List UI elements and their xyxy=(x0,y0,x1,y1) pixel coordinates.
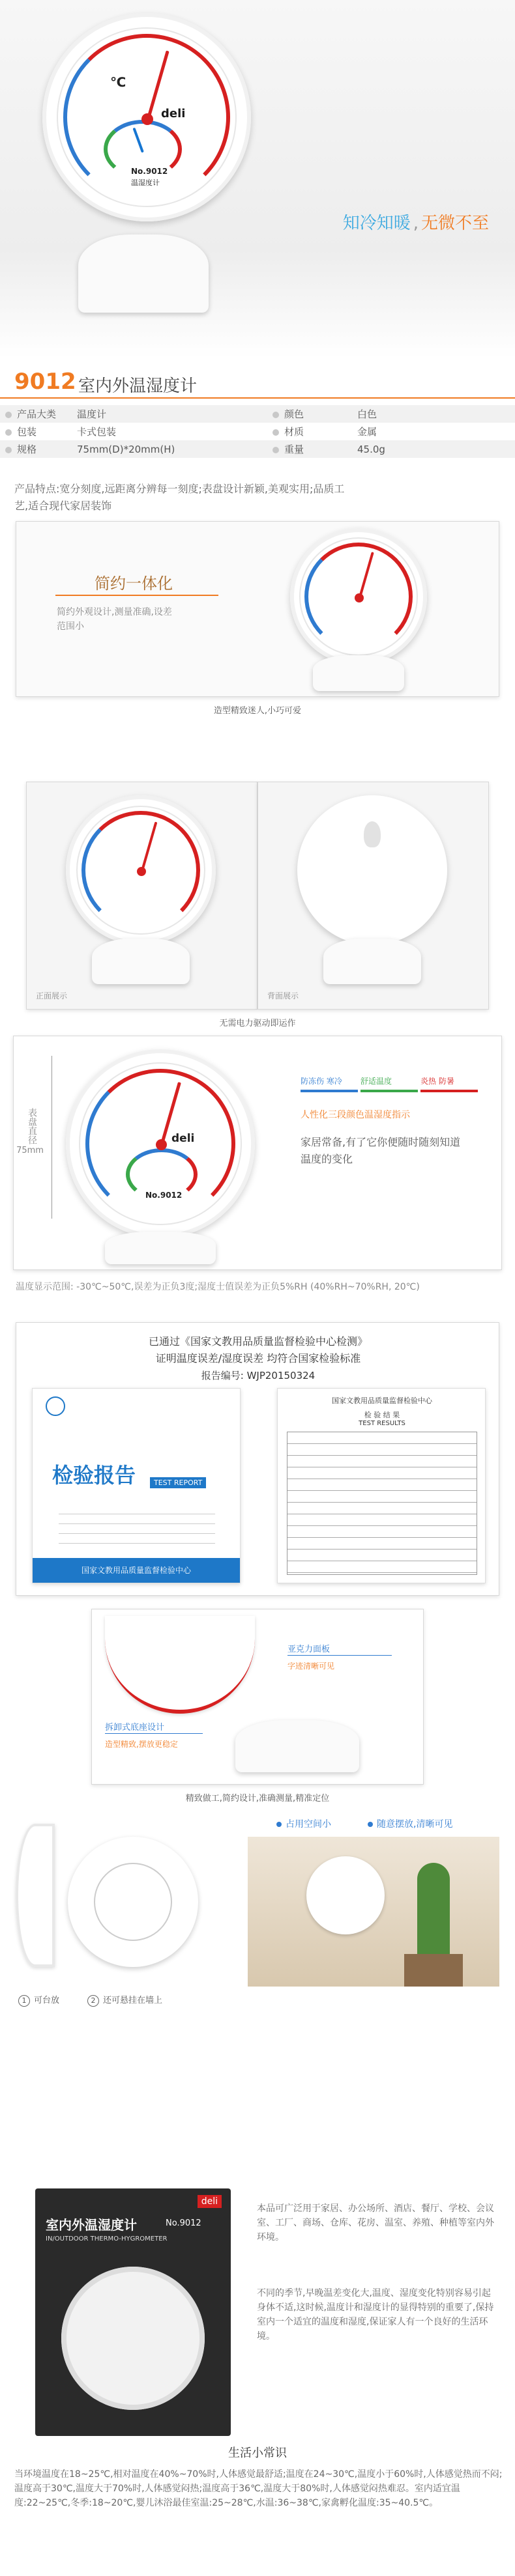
brand-logo: deli xyxy=(161,107,186,120)
lifestyle-photo xyxy=(248,1837,499,1987)
product-code: 9012 xyxy=(14,369,76,395)
spec-value: 金属 xyxy=(357,426,377,438)
bullet-icon xyxy=(272,412,279,418)
hero-banner xyxy=(0,0,515,358)
tagline-part-b: 无微不至 xyxy=(420,214,489,233)
feature-free-placement: 随意摆放,清晰可见 xyxy=(368,1817,452,1830)
legend-bar-hot xyxy=(420,1090,478,1092)
package-title: 室内外温湿度计 xyxy=(46,2217,137,2233)
section2-caption: 无需电力驱动即运作 xyxy=(219,1019,296,1028)
spec-key: 产品大类 xyxy=(0,405,72,423)
hanging-hole-icon xyxy=(364,821,381,847)
spec-key: 颜色 xyxy=(267,405,352,423)
detachable-base-sub: 造型精致,摆放更稳定 xyxy=(105,1740,178,1749)
detachable-stand-image xyxy=(235,1720,359,1772)
title-underline xyxy=(55,595,218,596)
bullet-icon xyxy=(5,429,12,436)
section1-desc: 简约外观设计,测量准确,设差范围小 xyxy=(57,607,172,632)
spec-table xyxy=(0,405,515,458)
bullet-icon xyxy=(272,447,279,453)
option-2-number: 2 xyxy=(87,1995,99,2007)
report-logo-icon xyxy=(46,1396,65,1416)
smart-indicator-text: 人性化三段颜色温湿度指示 xyxy=(301,1110,410,1120)
lifestyle-thermometer xyxy=(306,1856,385,1934)
thermometer-dial xyxy=(57,27,237,207)
detachable-base-label: 拆卸式底座设计 xyxy=(105,1723,165,1733)
dial-size-caption: 表盘直径 xyxy=(27,1108,37,1144)
hero-tagline xyxy=(343,210,489,234)
section5-caption: 精致做工,简约设计,准确测量,精准定位 xyxy=(185,1794,330,1804)
legend-bar-comfort xyxy=(360,1090,418,1092)
report-cover-subtitle: TEST REPORT xyxy=(150,1477,206,1488)
thermometer-stand xyxy=(105,1232,216,1264)
model-number: No.9012 xyxy=(145,1191,183,1200)
package-window xyxy=(61,2267,205,2410)
spec-value: 白色 xyxy=(357,408,377,420)
cert-line-1: 已通过《国家文教用品质量监督检验中心检测》 xyxy=(148,1335,368,1348)
product-title: 室内外温湿度计 xyxy=(78,376,198,396)
spec-key: 材质 xyxy=(267,423,352,440)
package-model: No.9012 xyxy=(166,2218,201,2228)
bullet-icon xyxy=(5,447,12,453)
thermometer-back-image xyxy=(297,795,447,945)
measurement-range: 温度显示范围: -30℃~50℃,误差为正负3度;湿度士值误差为正负5%RH (40%RH~70%RH, 20℃) xyxy=(16,1282,420,1292)
dot-icon xyxy=(276,1822,282,1827)
results-table xyxy=(287,1432,477,1575)
dot-icon xyxy=(368,1822,373,1827)
thermometer-stand xyxy=(78,234,209,313)
report-cover-footer: 国家文教用品质量监督检验中心 xyxy=(33,1558,240,1583)
placement-option-2: 2 还可悬挂在墙上 xyxy=(87,1993,162,2007)
tips-title: 生活小常识 xyxy=(228,2446,287,2460)
results-title: 检 验 结 果 xyxy=(364,1411,400,1419)
back-view-label: 背面展示 xyxy=(267,991,299,1000)
model-subtitle: 温湿度计 xyxy=(131,178,160,187)
acrylic-panel-label: 亚克力面板 xyxy=(287,1645,331,1654)
legend-bar-cold xyxy=(301,1090,358,1092)
header-divider xyxy=(0,397,515,399)
legend-cold: 防冻伤 寒冷 xyxy=(301,1077,342,1086)
spec-value: 卡式包装 xyxy=(77,426,117,438)
spec-value: 75mm(D)*20mm(H) xyxy=(77,443,175,455)
model-number: No.9012 xyxy=(131,167,168,176)
bullet-icon xyxy=(5,412,12,418)
tagline-separator: , xyxy=(413,214,419,233)
wall-mount-dial xyxy=(94,1863,172,1941)
section-certification xyxy=(16,1322,499,1596)
thermometer-dial xyxy=(76,806,205,935)
needle-hub xyxy=(137,867,146,876)
spec-row xyxy=(0,423,515,440)
seasonal-note: 不同的季节,早晚温差变化大,温度、湿度变化特别容易引起身体不适,这时候,温度计和湿度计的显得特别的重要了,保持室内一个适宜的温度和湿度,保证家人有一个良好的生活环境。 xyxy=(257,2288,494,2342)
results-title-en: TEST RESULTS xyxy=(359,1420,405,1427)
wall-mount-image xyxy=(68,1837,198,1967)
option-1-number: 1 xyxy=(18,1995,30,2007)
test-results-page xyxy=(277,1388,486,1583)
legend-comfort: 舒适温度 xyxy=(360,1077,392,1086)
product-header xyxy=(0,365,515,399)
thermometer-stand xyxy=(92,939,190,984)
cactus-image xyxy=(417,1863,450,1960)
spec-row xyxy=(0,440,515,458)
dial-size-value: 75mm xyxy=(16,1146,44,1155)
product-features: 产品特点:宽分刻度,远距离分辨每一刻度;表盘设计新颖,美观实用;品质工艺,适合现代家居装饰 xyxy=(14,483,345,512)
legend-hot: 炎热 防暑 xyxy=(420,1077,454,1086)
test-report-cover xyxy=(32,1388,241,1583)
plant-pot xyxy=(404,1954,463,1987)
section-usage xyxy=(16,2188,499,2436)
section-placement xyxy=(16,1811,499,2032)
acrylic-panel-sub: 字迹清晰可见 xyxy=(287,1662,335,1671)
section1-title: 简约一体化 xyxy=(95,574,173,593)
report-cover-title: 检验报告 xyxy=(52,1463,136,1488)
section-craftsmanship xyxy=(91,1609,424,1785)
package-brand: deli xyxy=(198,2195,222,2208)
section-dial-detail xyxy=(13,1036,502,1270)
report-info-lines xyxy=(59,1505,215,1544)
front-view-panel xyxy=(26,782,258,1010)
thermometer-dial xyxy=(79,1062,242,1225)
tips-text: 当环境温度在18~25℃,相对温度在40%~70%时,人体感觉最舒适;温度在24~30℃,温度小于60%时,人体感觉热而不闷;温度高于30℃,温度大于70%时,人体感觉闷热;温度高于36℃,温度大于80%时,人体感觉闷热难忍。室内适宜温度:22~25℃,冬季:18~20℃,婴儿沐浴最佳室温:25~28℃,水温:36~38℃,家禽孵化温度:35~40.5℃。 xyxy=(14,2469,503,2508)
thermometer-dial xyxy=(299,537,418,656)
needle-hub xyxy=(141,113,153,125)
dial-size-label xyxy=(16,1108,45,1157)
spec-row xyxy=(0,405,515,423)
thermometer-image xyxy=(290,528,427,665)
thermometer-image xyxy=(66,795,216,945)
results-org: 国家文教用品质量监督检验中心 xyxy=(332,1396,432,1405)
section-simple-design xyxy=(16,521,499,697)
thermometer-stand xyxy=(313,655,404,691)
section3-desc: 家居常备,有了它你便随时随刻知道温度的变化 xyxy=(301,1136,461,1165)
back-view-panel xyxy=(258,782,489,1010)
bullet-icon xyxy=(272,429,279,436)
brand-logo: deli xyxy=(171,1132,195,1145)
placement-option-1: 1 可台放 xyxy=(18,1993,59,2007)
package-en-title: IN/OUTDOOR THERMO-HYGROMETER xyxy=(46,2235,168,2243)
package-image xyxy=(35,2188,231,2436)
spec-value: 45.0g xyxy=(357,443,385,455)
dial-closeup-image xyxy=(105,1616,255,1714)
thermometer-image xyxy=(42,13,251,221)
spec-value: 温度计 xyxy=(77,408,107,420)
cert-line-2: 证明温度误差/湿度误差 均符合国家检验标准 xyxy=(155,1352,361,1365)
usage-text: 本品可广泛用于家居、办公场所、酒店、餐厅、学校、会议室、工厂、商场、仓库、花房、温室、养殖、种植等室内外环境。 xyxy=(257,2203,494,2243)
section1-caption: 造型精致迷人,小巧可爱 xyxy=(213,706,302,716)
feature-small-space: 占用空间小 xyxy=(276,1817,331,1830)
needle-hub xyxy=(355,593,364,602)
thermometer-image xyxy=(66,1049,255,1238)
spec-key: 重量 xyxy=(267,440,352,458)
front-view-label: 正面展示 xyxy=(36,991,68,1000)
tagline-part-a: 知冷知暖 xyxy=(342,214,411,233)
label-a-line xyxy=(287,1655,392,1656)
report-number: 报告编号: WJP20150324 xyxy=(201,1370,316,1381)
tabletop-side-image xyxy=(16,1824,55,1967)
spec-key: 包装 xyxy=(0,423,72,440)
needle-hub xyxy=(156,1139,167,1150)
celsius-symbol: ℃ xyxy=(110,74,126,90)
spec-key: 规格 xyxy=(0,440,72,458)
thermometer-stand xyxy=(323,939,421,984)
label-b-line xyxy=(105,1733,203,1734)
